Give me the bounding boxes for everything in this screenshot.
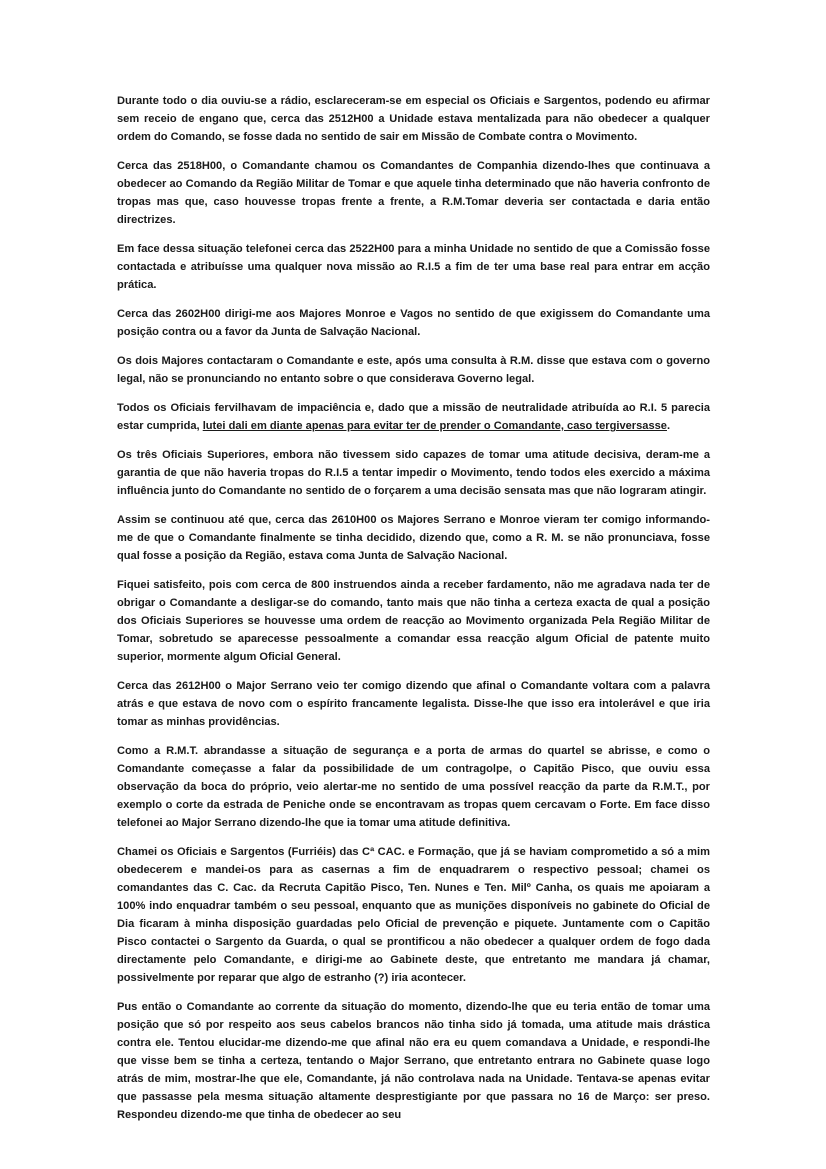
paragraph-4: Cerca das 2602H00 dirigi-me aos Majores Monroe e Vagos no sentido de que exigissem do Comandante uma posição contra ou a favor da Junta de Salvação Nacional. (117, 308, 710, 338)
paragraph-5: Os dois Majores contactaram o Comandante e este, após uma consulta à R.M. disse que estava com o governo legal, não se pronunciando no entanto sobre o que considerava Governo legal. (117, 355, 710, 385)
paragraph-13: Pus então o Comandante ao corrente da situação do momento, dizendo-lhe que eu teria então de tomar uma posição que só por respeito aos seus cabelos brancos não tinha sido já tomada, uma atitude mais drástica contra ele. Tentou elucidar-me dizendo-me que afinal não era eu quem comandava a Unidade, e respondi-lhe que visse bem se tinha a certeza, tentando o Major Serrano, que entretanto entrara no Gabinete quase logo atrás de mim, mostrar-lhe que ele, Comandante, já não controlava nada na Unidade. Tentava-se apenas evitar que passasse pela mesma situação altamente desprestigiante por que passara no 16 de Março: ser preso. Respondeu dizendo-me que tinha de obedecer ao seu (117, 1001, 710, 1121)
underlined-statement: lutei dali em diante apenas para evitar ter de prender o Comandante, caso tergiversasse (202, 420, 667, 432)
paragraph-7: Os três Oficiais Superiores, embora não tivessem sido capazes de tomar uma atitude decisiva, deram-me a garantia de que não haveria tropas do R.I.5 a tentar impedir o Movimento, tendo todos eles exercido a máxima influência junto do Comandante no sentido de o forçarem a uma decisão sensata mas que não lograram atingir. (117, 449, 710, 497)
paragraph-12: Chamei os Oficiais e Sargentos (Furriéis) das Cª CAC. e Formação, que já se haviam comprometido a só a mim obedecerem e mandei-os para as casernas a fim de enquadrarem o respectivo pessoal; chamei os comandantes das C. Cac. da Recruta Capitão Pisco, Ten. Nunes e Ten. Milº Canha, os quais me apoiaram a 100% indo enquadrar também o seu pessoal, enquanto que as munições disponíveis no gabinete do Oficial de Dia ficaram à minha disposição guardadas pelo Oficial de prevenção e piquete. Juntamente com o Capitão Pisco contactei o Sargento da Guarda, o qual se prontificou a não obedecer a qualquer ordem de fogo dada directamente pelo Comandante, e dirigi-me ao Gabinete deste, que entretanto me mandara já chamar, possivelmente por reparar que algo de estranho (?) iria acontecer. (117, 846, 710, 984)
paragraph-6 (117, 399, 710, 435)
paragraph-11: Como a R.M.T. abrandasse a situação de segurança e a porta de armas do quartel se abrisse, e como o Comandante começasse a falar da possibilidade de um contragolpe, o Capitão Pisco, que ouviu essa observação da boca do próprio, veio alertar-me no sentido de uma possível reacção da parte da R.M.T., por exemplo o corte da estrada de Peniche onde se encontravam as tropas quem cercavam o Forte. Em face disso telefonei ao Major Serrano dizendo-lhe que ia tomar uma atitude definitiva. (117, 745, 710, 829)
paragraph-2: Cerca das 2518H00, o Comandante chamou os Comandantes de Companhia dizendo-lhes que continuava a obedecer ao Comando da Região Militar de Tomar e que aquele tinha determinado que não haveria confronto de tropas mas que, caso houvesse tropas frente a frente, a R.M.Tomar deveria ser contactada e daria então directrizes. (117, 160, 710, 226)
document-page (117, 92, 710, 1135)
paragraph-9: Fiquei satisfeito, pois com cerca de 800 instruendos ainda a receber fardamento, não me agradava nada ter de obrigar o Comandante a desligar-se do comando, tanto mais que não tinha a certeza exacta de qual a posição dos Oficiais Superiores se houvesse uma ordem de reacção ao Movimento organizada Pela Região Militar de Tomar, sobretudo se aparecesse pessoalmente a comandar essa reacção algum Oficial de patente muito superior, mormente algum Oficial General. (117, 579, 710, 663)
paragraph-8: Assim se continuou até que, cerca das 2610H00 os Majores Serrano e Monroe vieram ter comigo informando-me de que o Comandante finalmente se tinha decidido, dizendo que, como a R. M. se não pronunciava, fosse qual fosse a posição da Região, estava coma Junta de Salvação Nacional. (117, 514, 710, 562)
paragraph-10: Cerca das 2612H00 o Major Serrano veio ter comigo dizendo que afinal o Comandante voltara com a palavra atrás e que estava de novo com o espírito francamente legalista. Disse-lhe que isso era intolerável e que iria tomar as minhas providências. (117, 680, 710, 728)
paragraph-1: Durante todo o dia ouviu-se a rádio, esclareceram-se em especial os Oficiais e Sargentos, podendo eu afirmar sem receio de engano que, cerca das 2512H00 a Unidade estava mentalizada para não obedecer a qualquer ordem do Comando, se fosse dada no sentido de sair em Missão de Combate contra o Movimento. (117, 95, 710, 143)
paragraph-6-text: Todos os Oficiais fervilhavam de impaciência e, dado que a missão de neutralidade atribuída ao R.I. 5 parecia estar cumprida, (117, 402, 710, 432)
paragraph-3: Em face dessa situação telefonei cerca das 2522H00 para a minha Unidade no sentido de que a Comissão fosse contactada e atribuísse uma qualquer nova missão ao R.I.5 a fim de ter uma base real para entrar em acção prática. (117, 243, 710, 291)
paragraph-6-end: . (666, 420, 671, 432)
